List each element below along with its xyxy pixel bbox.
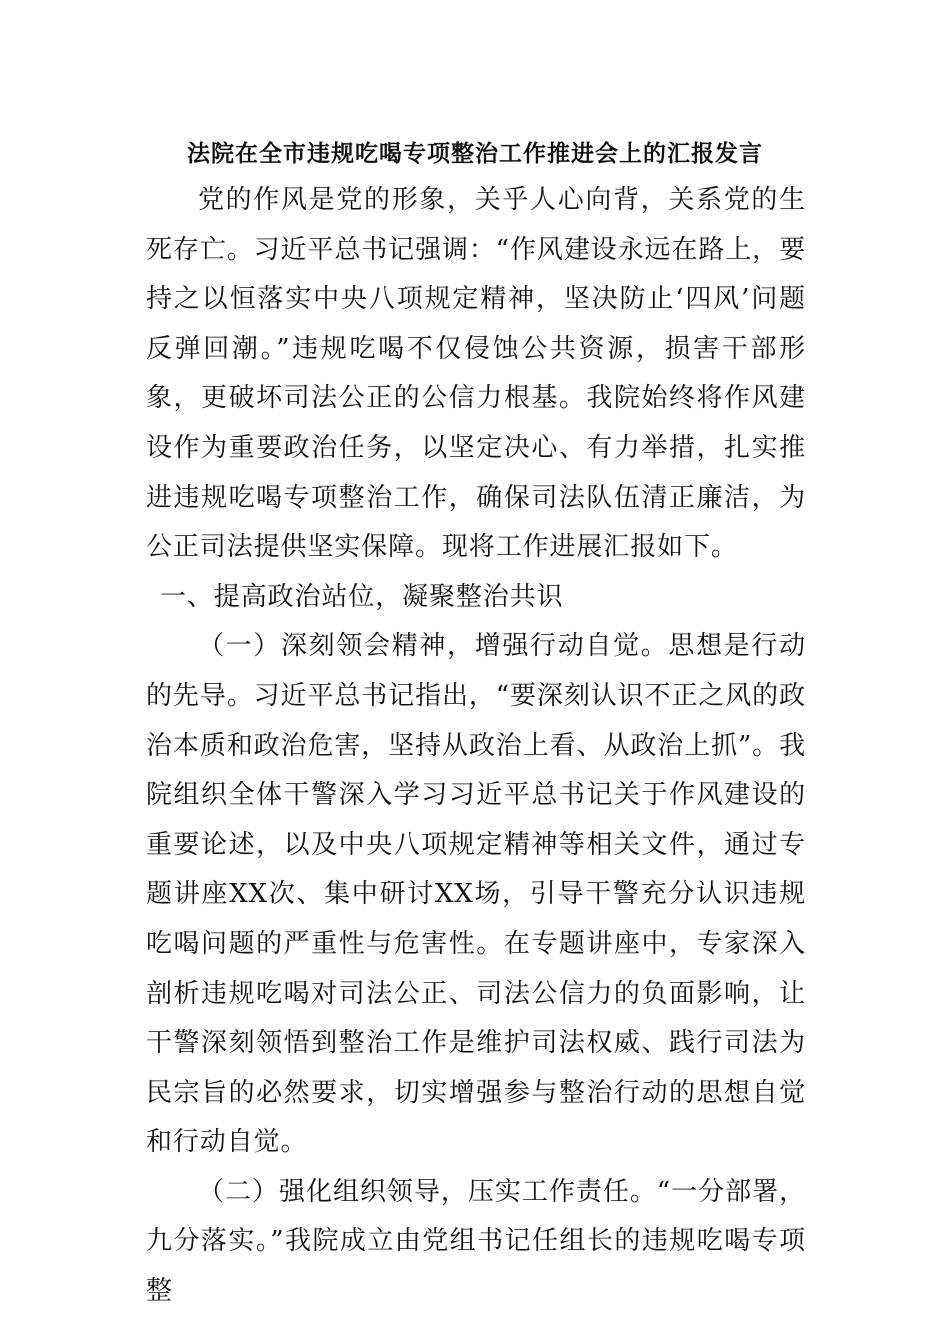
document-title: 法院在全市违规吃喝专项整治工作推进会上的汇报发言 [187, 140, 763, 167]
section-1-paragraph-2: （二）强化组织领导，压实工作责任。“一分部署，九分落实。”我院成立由党组书记任组长的违规吃喝专项整 [146, 1176, 806, 1307]
section-1-paragraph-1: （一）深刻领会精神，增强行动自觉。思想是行动的先导。习近平总书记指出，“要深刻认识不正之风的政治本质和政治危害，坚持从政治上看、从政治上抓”。我院组织全体干警深入学习习近平总书记关于作风建设的重要论述，以及中央八项规定精神等相关文件，通过专题讲座XX次、集中研讨XX场，引导干警充分认识违规吃喝问题的严重性与危害性。在专题讲座中，专家深入剖析违规吃喝对司法公正、司法公信力的负面影响，让干警深刻领悟到整治工作是维护司法权威、践行司法为民宗旨的必然要求，切实增强参与整治行动的思想自觉和行动自觉。 [146, 631, 806, 1158]
document-body [146, 176, 806, 1317]
intro-paragraph: 党的作风是党的形象，关乎人心向背，关系党的生死存亡。习近平总书记强调：“作风建设永远在路上，要持之以恒落实中央八项规定精神，坚决防止‘四风’问题反弹回潮。”违规吃喝不仅侵蚀公共资源，损害干部形象，更破坏司法公正的公信力根基。我院始终将作风建设作为重要政治任务，以坚定决心、有力举措，扎实推进违规吃喝专项整治工作，确保司法队伍清正廉洁，为公正司法提供坚实保障。现将工作进展汇报如下。 [146, 185, 806, 563]
section-heading-1: 一、提高政治站位，凝聚整治共识 [160, 581, 564, 612]
